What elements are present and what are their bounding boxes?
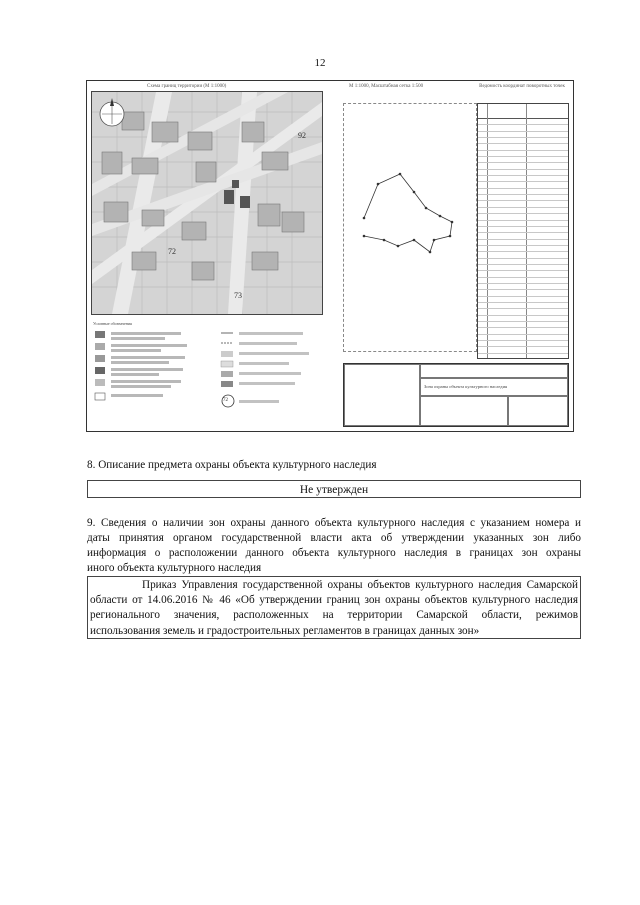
section8-value: Не утвержден xyxy=(299,484,369,496)
section9-heading-line: информация о расположении данного объекта культурного наследия в границах зон охраны xyxy=(87,547,581,559)
section8-value-box xyxy=(87,480,581,498)
map-label-72: 72 xyxy=(168,247,176,256)
scheme-image xyxy=(86,80,574,432)
section9-value-line: Приказ Управления государственной охраны объектов культурного наследия Самарской xyxy=(142,579,578,591)
section9-value-line: регионального значения, расположенных на территории Самарской области, режимов xyxy=(90,609,578,622)
section9-heading-line: даты принятия органом государственной власти акта об утверждении указанных зон либо xyxy=(87,532,581,544)
legend xyxy=(91,321,335,427)
map-panel xyxy=(91,91,323,315)
section9-value-line: использования земель и градостроительных регламентов в границах данных зон» xyxy=(90,624,480,637)
legend-title: Условные обозначения xyxy=(93,321,132,326)
section9-heading-line: иного объекта культурного наследия xyxy=(87,562,262,574)
section9-value-line: области от 14.06.2016 № 46 «Об утверждении границ зон охраны объектов культурного наследия xyxy=(90,594,578,607)
map-caption: Схема границ территории (М 1:1000) xyxy=(147,84,227,89)
section9-heading-line: 9. Сведения о наличии зон охраны данного объекта культурного наследия с указанием номера и xyxy=(87,517,581,529)
page-number: 12 xyxy=(314,57,326,69)
coordinate-table xyxy=(477,103,569,359)
title-block xyxy=(343,363,569,427)
section9-heading xyxy=(87,516,581,576)
table-caption: Ведомость координат поворотных точек xyxy=(479,84,565,89)
coords-panel xyxy=(343,103,477,352)
map-label-73: 73 xyxy=(234,291,242,300)
stamp-title: Зона охраны объекта культурного наследия xyxy=(424,384,508,389)
coords-caption: М 1:1000, Масштабная сетка 1:500 xyxy=(349,84,424,89)
section9-value-box xyxy=(87,576,581,639)
map-label-92: 92 xyxy=(298,131,306,140)
legend-badge: 72 xyxy=(223,398,228,403)
section8-heading: 8. Описание предмета охраны объекта культурного наследия xyxy=(87,459,377,471)
